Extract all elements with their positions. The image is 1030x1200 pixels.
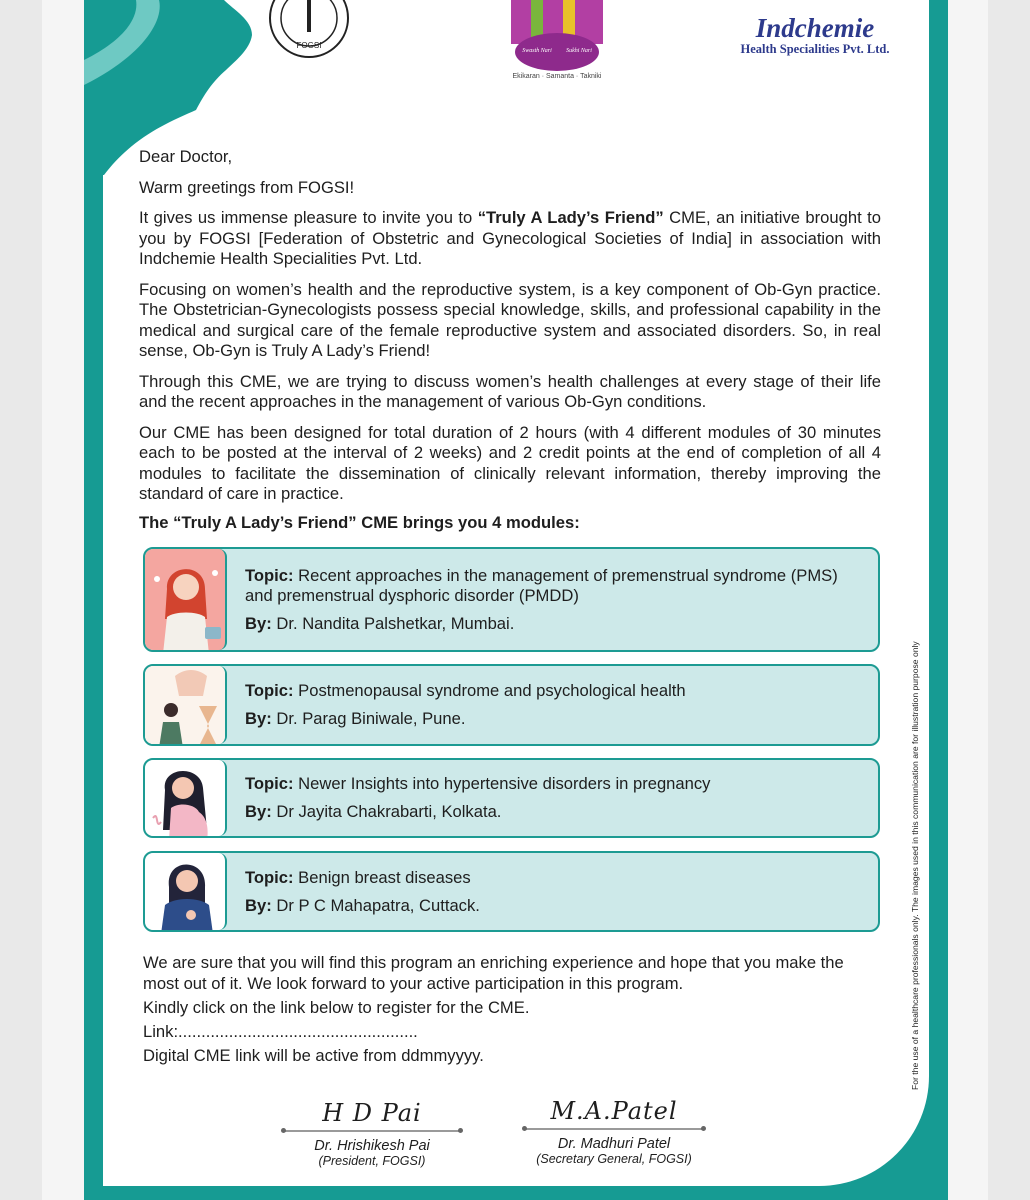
signature-line (524, 1128, 704, 1130)
module-card (143, 547, 880, 652)
module-author (245, 896, 858, 916)
indchemie-subtitle: Health Specialities Pvt. Ltd. (740, 42, 890, 56)
intro-paragraph (139, 208, 881, 270)
module-topic (245, 868, 858, 888)
by-label: By: (245, 802, 272, 821)
salutation: Dear Doctor, (139, 147, 233, 166)
signature-line (283, 1130, 461, 1132)
module-author (245, 614, 858, 634)
focus-paragraph: Focusing on women’s health and the reproductive system, is a key component of Ob-Gyn practice. The Obstetrician-Gynecologists possess special knowledge, skills, and professional capability in the medical and surgical care of the female reproductive system and associated disorders. So, in real sense, Ob-Gyn is Truly A Lady’s Friend! (139, 279, 881, 360)
module-author (245, 709, 858, 729)
module-author (245, 802, 858, 822)
fogsi-seal-logo (268, 0, 350, 58)
closing-text (143, 952, 883, 1069)
woman-breast-pain-illustration (145, 853, 227, 930)
author-text: Dr. Nandita Palshetkar, Mumbai. (276, 613, 515, 633)
module-text (245, 666, 858, 744)
closing-paragraph: We are sure that you will find this program an enriching experience and hope that you make the most out of it. We look forward to your active participation in this program. (143, 953, 844, 993)
cme-title: “Truly A Lady’s Friend” (477, 208, 664, 227)
swasth-nari-tagline: Ekikaran · Samanta · Takniki (512, 73, 602, 80)
topic-text: Benign breast diseases (298, 867, 471, 887)
signature-scrawl: M.A.Patel (550, 1097, 678, 1125)
swasth-nari-logo (505, 0, 609, 80)
intro-text-end: CME, an initiative brought to you by FOGSI [Federation of Obstetric and Gynecological Societies of India] in association with Indchemie Health Specialities Pvt. Ltd. (139, 208, 881, 268)
module-card (143, 851, 880, 932)
signatory-role: (Secretary General, FOGSI) (536, 1152, 692, 1166)
swasth-nari-right: Sukhi Nari (566, 48, 592, 54)
topic-text: Postmenopausal syndrome and psychological health (298, 681, 686, 700)
topic-label: Topic: (245, 774, 294, 793)
signatory-role: (President, FOGSI) (318, 1154, 426, 1168)
author-text: Dr. Parag Biniwale, Pune. (276, 709, 466, 728)
author-text: Dr P C Mahapatra, Cuttack. (276, 895, 480, 915)
module-topic (245, 566, 858, 606)
letter-body (139, 147, 881, 543)
swasth-nari-left: Swasth Nari (522, 48, 552, 54)
register-instruction: Kindly click on the link below to register for the CME. (143, 998, 530, 1017)
greeting: Warm greetings from FOGSI! (139, 177, 355, 197)
signature-scrawl: H D Pai (322, 1099, 422, 1127)
pregnant-woman-illustration (145, 760, 227, 836)
registration-link[interactable]: Link:.................................................... (143, 1022, 418, 1041)
link-active-date: Digital CME link will be active from ddmmyyyy. (143, 1046, 484, 1065)
module-topic (245, 774, 858, 794)
indchemie-brand: Indchemie (755, 13, 875, 43)
signatory-name: Dr. Hrishikesh Pai (314, 1138, 430, 1154)
module-text (245, 853, 858, 930)
module-topic (245, 681, 858, 701)
frustrated-woman-illustration (145, 549, 227, 650)
intro-text: It gives us immense pleasure to invite you to (139, 208, 478, 227)
author-text: Dr Jayita Chakrabarti, Kolkata. (276, 802, 502, 821)
signature-block-secretary (524, 1096, 704, 1167)
disclaimer-vertical: For the use of a healthcare professionals only. The images used in this communication are for illustration purpose only (910, 641, 920, 1090)
topic-text: Newer Insights into hypertensive disorders in pregnancy (298, 774, 711, 793)
modules-heading: The “Truly A Lady’s Friend” CME brings you 4 modules: (139, 512, 580, 532)
topic-label: Topic: (245, 681, 294, 700)
module-text (245, 549, 858, 650)
menopause-uterus-hourglass-illustration (145, 666, 227, 744)
challenges-paragraph: Through this CME, we are trying to discuss women’s health challenges at every stage of their life and the recent approaches in the management of various Ob-Gyn conditions. (139, 371, 881, 411)
module-text (245, 760, 858, 836)
by-label: By: (245, 613, 272, 633)
duration-paragraph: Our CME has been designed for total duration of 2 hours (with 4 different modules of 30 minutes each to be posted at the interval of 2 weeks) and 2 credit points at the end of completion of all 4 modules to facilitate the dissemination of clinically relevant information, thereby improving the standard of care in practice. (139, 422, 881, 503)
module-card (143, 758, 880, 838)
by-label: By: (245, 895, 272, 915)
module-card (143, 664, 880, 746)
by-label: By: (245, 709, 272, 728)
topic-label: Topic: (245, 867, 294, 887)
signature-block-president (283, 1098, 461, 1169)
signatory-name: Dr. Madhuri Patel (557, 1136, 671, 1152)
topic-text: Recent approaches in the management of premenstrual syndrome (PMS) and premenstrual dysphoric disorder (PMDD) (245, 565, 838, 605)
topic-label: Topic: (245, 565, 294, 585)
indchemie-logo (720, 0, 910, 62)
fogsi-seal-text: FOGSI (296, 41, 322, 50)
